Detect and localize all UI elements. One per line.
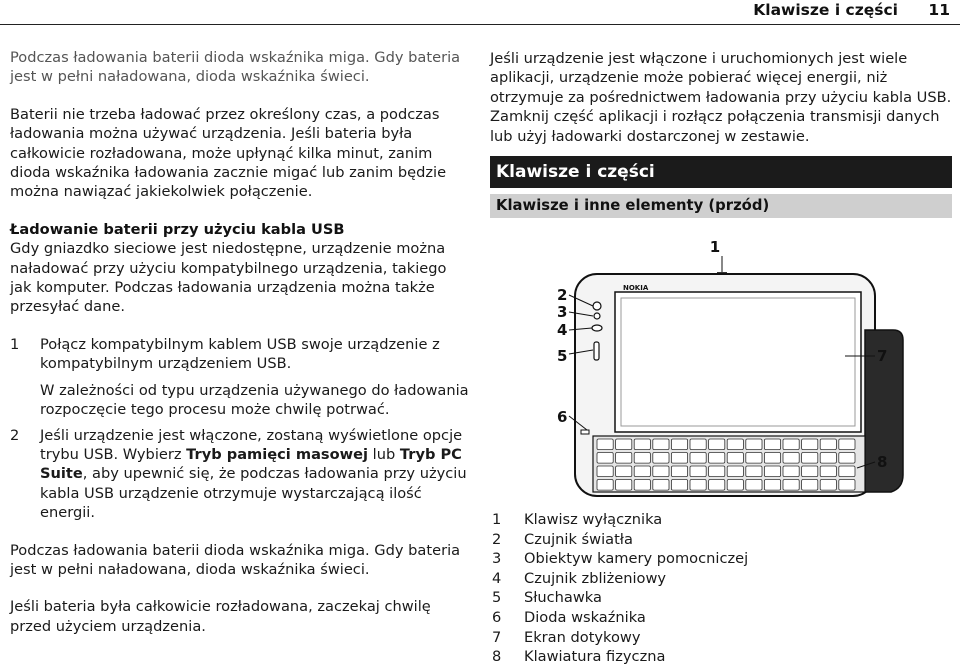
keyboard-key: [802, 466, 818, 477]
legend-number: 4: [492, 569, 502, 587]
keyboard-key: [616, 480, 632, 491]
keyboard-key: [746, 480, 762, 491]
physical-keyboard: [593, 436, 865, 492]
device-illustration: [545, 230, 925, 515]
keyboard-key: [727, 453, 743, 464]
section-title: Klawisze i części: [753, 1, 898, 19]
keyboard-key: [839, 480, 855, 491]
right-column: [490, 49, 952, 218]
legend-label: Czujnik światła: [524, 530, 633, 548]
callout-1: 1: [709, 238, 721, 256]
keyboard-key: [727, 439, 743, 450]
indicator-led: [581, 430, 589, 434]
step-2: [10, 426, 472, 523]
usb-charging-heading: Ładowanie baterii przy użyciu kabla USB: [10, 220, 345, 238]
keyboard-key: [653, 466, 669, 477]
keyboard-key: [820, 480, 836, 491]
step-1-text: Połącz kompatybilnym kablem USB swoje urządzenie z kompatybilnym urządzeniem USB.: [40, 335, 440, 373]
keyboard-key: [597, 439, 613, 450]
keyboard-key: [839, 453, 855, 464]
legend-label: Słuchawka: [524, 589, 602, 607]
keyboard-key: [616, 453, 632, 464]
keyboard-key: [671, 466, 687, 477]
legend-number: 5: [492, 589, 502, 607]
proximity-sensor: [592, 325, 602, 331]
keyboard-key: [709, 453, 725, 464]
keyboard-key: [597, 466, 613, 477]
keyboard-key: [820, 439, 836, 450]
step-1: [10, 335, 472, 420]
keyboard-key: [783, 453, 799, 464]
step-1-note: W zależności od typu urządzenia używanego do ładowania rozpoczęcie tego procesu może chwilę potrwać.: [40, 381, 469, 419]
keyboard-key: [597, 480, 613, 491]
legend-number: 2: [492, 530, 502, 548]
keyboard-key: [671, 480, 687, 491]
keyboard-key: [709, 466, 725, 477]
keyboard-key: [727, 466, 743, 477]
keyboard-key: [783, 439, 799, 450]
left-column: [10, 48, 472, 636]
legend-number: 1: [492, 511, 502, 528]
page-header: [0, 0, 960, 25]
legend-number: 7: [492, 628, 502, 646]
keyboard-key: [616, 439, 632, 450]
power-consumption-paragraph: Jeśli urządzenie jest włączone i uruchomionych jest wiele aplikacji, urządzenie może pobierać więcej energii, niż otrzymuje za pośrednictwem ładowania przy użyciu kabla USB. Zamknij część aplikacji i rozłącz połączenia transmisji danych lub użyj ładowarki dostarczonej w zestawie.: [490, 50, 952, 145]
keyboard-key: [634, 453, 650, 464]
keyboard-key: [783, 480, 799, 491]
legend-number: 3: [492, 550, 502, 568]
step-2-number: 2: [10, 426, 20, 444]
legend-item: [490, 628, 790, 648]
keyboard-key: [597, 453, 613, 464]
secondary-camera: [594, 313, 600, 319]
step-1-number: 1: [10, 335, 20, 353]
keyboard-key: [653, 453, 669, 464]
keyboard-key: [634, 466, 650, 477]
keyboard-key: [764, 439, 780, 450]
legend-number: 8: [492, 648, 502, 666]
callout-2: 2: [557, 286, 568, 304]
keyboard-key: [671, 453, 687, 464]
legend-number: 6: [492, 608, 502, 626]
legend-label: Ekran dotykowy: [524, 628, 641, 646]
keyboard-key: [671, 439, 687, 450]
keyboard-key: [802, 480, 818, 491]
keyboard-key: [690, 466, 706, 477]
earpiece: [594, 342, 599, 360]
keyboard-key: [802, 453, 818, 464]
legend-item: [490, 588, 790, 608]
legend-item: [490, 569, 790, 589]
legend-label: Klawiatura fizyczna: [524, 648, 666, 666]
keyboard-key: [634, 480, 650, 491]
keyboard-key: [783, 466, 799, 477]
callout-8: 8: [877, 453, 888, 471]
fully-discharged-paragraph: Jeśli bateria była całkowicie rozładowana, zaczekaj chwilę przed użyciem urządzenia.: [10, 598, 431, 635]
callout-7: 7: [877, 347, 888, 365]
legend-item: [490, 549, 790, 569]
keyboard-key: [634, 439, 650, 450]
usb-mode-pc-suite: Tryb PC Suite: [40, 445, 462, 483]
callout-5: 5: [557, 347, 568, 365]
keyboard-key: [802, 439, 818, 450]
light-sensor: [593, 302, 601, 310]
keyboard-key: [690, 439, 706, 450]
keys-parts-banner: Klawisze i części: [490, 156, 952, 188]
usb-mode-mass-storage: Tryb pamięci masowej: [186, 445, 369, 463]
step-2-text: Jeśli urządzenie jest włączone, zostaną wyświetlone opcje trybu USB. Wybierz Tryb pamięci masowej lub Tryb PC Suite, aby upewnić się, że podczas ładowania przy użyciu kabla USB urządzenie otrzymuje wystarczającą ilość energii.: [40, 426, 467, 522]
device-brand-logo: NOKIA: [623, 284, 649, 292]
legend-item: [490, 530, 790, 550]
legend-item: [490, 647, 790, 667]
keyboard-key: [746, 453, 762, 464]
keyboard-key: [764, 466, 780, 477]
charging-paragraph-repeat: Podczas ładowania baterii dioda wskaźnika miga. Gdy bateria jest w pełni naładowana, dioda wskaźnika świeci.: [10, 541, 461, 578]
keyboard-key: [764, 480, 780, 491]
keyboard-key: [690, 480, 706, 491]
front-keys-subbanner: Klawisze i inne elementy (przód): [490, 194, 952, 218]
legend-label: Klawisz wyłącznika: [524, 511, 663, 528]
page-number: 11: [928, 1, 950, 19]
keyboard-key: [746, 439, 762, 450]
charging-time-paragraph: Baterii nie trzeba ładować przez określony czas, a podczas ładowania można używać urządzenia. Jeśli bateria była całkowicie rozładowana, może upłynąć kilka minut, zanim dioda wskaźnika ładowania zacznie migać lub zanim będzie można nawiązać jakiekolwiek połączenie.: [10, 105, 447, 201]
keyboard-key: [839, 439, 855, 450]
keyboard-key: [820, 466, 836, 477]
keyboard-key: [746, 466, 762, 477]
usb-charging-paragraph: Gdy gniazdko sieciowe jest niedostępne, urządzenie można naładować przy użyciu kompatybilnego urządzenia, takiego jak komputer. Podczas ładowania urządzenia można także przesyłać dane.: [10, 240, 447, 316]
keyboard-key: [690, 453, 706, 464]
parts-legend: [490, 510, 790, 667]
legend-item: [490, 510, 790, 530]
keyboard-key: [764, 453, 780, 464]
callout-6: 6: [557, 408, 568, 426]
legend-label: Dioda wskaźnika: [524, 608, 646, 626]
keyboard-key: [709, 480, 725, 491]
keyboard-key: [839, 466, 855, 477]
legend-label: Czujnik zbliżeniowy: [524, 569, 667, 587]
legend-item: [490, 608, 790, 628]
callout-3: 3: [557, 303, 568, 321]
keyboard-key: [616, 466, 632, 477]
keyboard-key: [653, 439, 669, 450]
charging-paragraph: Podczas ładowania baterii dioda wskaźnika miga. Gdy bateria jest w pełni naładowana, dioda wskaźnika świeci.: [10, 49, 461, 86]
callout-4: 4: [557, 321, 568, 339]
legend-label: Obiektyw kamery pomocniczej: [524, 550, 749, 568]
keyboard-key: [820, 453, 836, 464]
keyboard-key: [727, 480, 743, 491]
keyboard-key: [653, 480, 669, 491]
keyboard-key: [709, 439, 725, 450]
